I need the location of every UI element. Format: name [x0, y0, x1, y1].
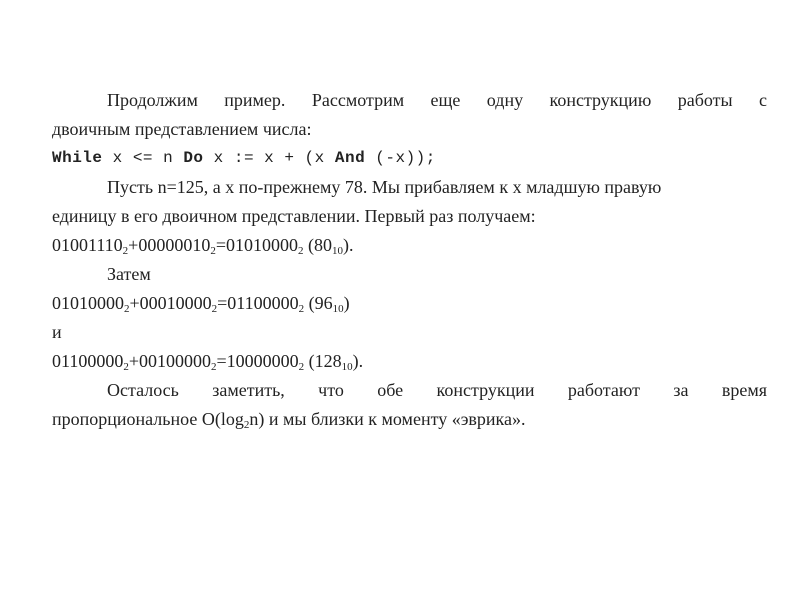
eq2-term-b: +00010000 — [129, 293, 212, 313]
eq1-term-b: +00000010 — [128, 235, 211, 255]
equation-2 — [52, 289, 767, 318]
eq3-term-c: =10000000 — [216, 351, 299, 371]
log-base: 2 — [243, 419, 250, 431]
eq2-term-a-base: 2 — [124, 303, 130, 315]
eq3-term-b-base: 2 — [211, 361, 217, 373]
eq1-end: ). — [342, 235, 354, 255]
equation-1 — [52, 231, 767, 260]
eq2-term-a: 01010000 — [52, 293, 124, 313]
paragraph-3-line-2 — [52, 405, 767, 434]
eq1-term-c: =01010000 — [215, 235, 298, 255]
eq1-term-a-base: 2 — [122, 245, 129, 257]
eq3-end: ). — [352, 351, 364, 371]
eq3-decimal-base: 10 — [341, 361, 353, 373]
eq3-term-b: +00100000 — [128, 351, 211, 371]
eq1-decimal: (80 — [303, 235, 332, 255]
eq1-term-c-base: 2 — [297, 245, 304, 257]
paragraph-2-line-2: единицу в его двоичном представлении. Первый раз получаем: — [52, 206, 536, 226]
paragraph-1-line-2: двоичным представлением числа: — [52, 119, 312, 139]
paragraph-1-line-1: Продолжим пример. Рассмотрим еще одну конструкцию работы с — [107, 90, 767, 110]
eq2-term-b-base: 2 — [211, 303, 218, 315]
eq2-decimal: (96 — [304, 293, 333, 313]
code-text-2: x := x + (x — [203, 149, 335, 167]
equation-3 — [52, 347, 767, 376]
eq2-decimal-base: 10 — [332, 303, 344, 315]
code-keyword-and: And — [334, 149, 366, 167]
eq3-term-a-base: 2 — [123, 361, 129, 373]
eq1-term-b-base: 2 — [210, 245, 216, 257]
paragraph-3-line-1: Осталось заметить, что обе конструкции работают за время — [107, 380, 767, 400]
p3-line2-end: n) и мы близки к моменту «эврика». — [249, 409, 526, 429]
document-page — [52, 86, 767, 434]
eq1-decimal-base: 10 — [331, 245, 343, 257]
code-text-1: x <= n — [102, 149, 184, 167]
and-word: и — [52, 322, 62, 342]
then-word: Затем — [107, 264, 151, 284]
eq1-term-a: 01001110 — [52, 235, 123, 255]
p3-line2-start: пропорциональное O(log — [52, 409, 244, 429]
paragraph-2-line-1: Пусть n=125, а x по-прежнему 78. Мы прибавляем к x младшую правую — [107, 177, 662, 197]
eq2-term-c: =01100000 — [217, 293, 299, 313]
code-line — [52, 144, 767, 173]
eq2-term-c-base: 2 — [298, 303, 305, 315]
code-keyword-while: While — [52, 149, 103, 167]
eq3-decimal: (128 — [304, 351, 342, 371]
code-text-3: (-x)); — [365, 149, 436, 167]
eq2-end: ) — [343, 293, 350, 313]
eq3-term-c-base: 2 — [298, 361, 305, 373]
eq3-term-a: 01100000 — [52, 351, 124, 371]
code-keyword-do: Do — [183, 149, 204, 167]
